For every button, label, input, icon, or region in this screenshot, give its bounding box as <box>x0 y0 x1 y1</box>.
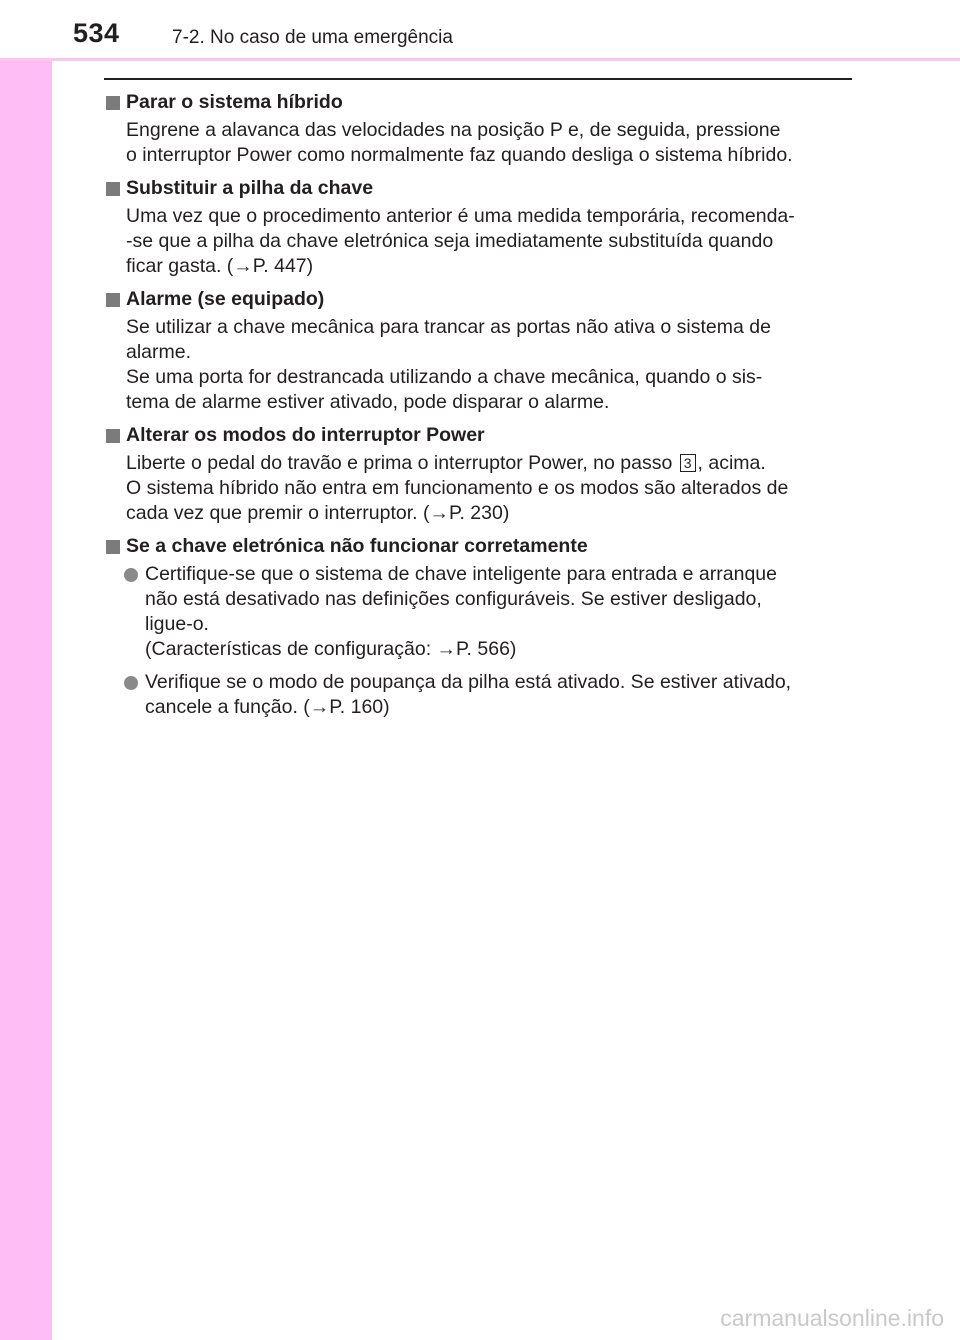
page-reference: cada vez que premir o interruptor. (→P. 230) <box>126 502 510 524</box>
top-rule <box>104 78 852 80</box>
section-body: Uma vez que o procedimento anterior é uma medida temporária, recomenda- -se que a pilha da chave eletrónica seja imediatamente substituída quando ficar gasta. (→P. 447) <box>104 204 852 279</box>
section-body: Liberte o pedal do travão e prima o interruptor Power, no passo 3 , acima. O sistema híbrido não entra em funcionamento e os modos são alterados de cada vez que premir o interruptor. (→P. 230) <box>104 451 852 526</box>
page-reference: cancele a função. (→P. 160) <box>145 696 390 718</box>
round-bullet-icon <box>124 676 138 690</box>
square-bullet-icon <box>106 429 120 443</box>
section-alarm <box>104 287 852 415</box>
side-margin-band <box>0 0 52 1340</box>
section-heading: Substituir a pilha da chave <box>104 176 852 201</box>
section-body: Se utilizar a chave mecânica para trancar as portas não ativa o sistema de alarme. Se uma porta for destrancada utilizando a chave mecânica, quando o sis- tema de alarme estiver ativado, pode disparar o alarme. <box>126 316 771 413</box>
step-number-box: 3 <box>680 454 696 472</box>
section-key-malfunction <box>104 534 852 720</box>
section-heading: Alterar os modos do interruptor Power <box>104 423 852 448</box>
section-title: 7-2. No caso de uma emergência <box>172 27 453 48</box>
section-heading: Parar o sistema híbrido <box>104 90 852 115</box>
list-item: Certifique-se que o sistema de chave inteligente para entrada e arranque não está desativado nas definições configuráveis. Se estiver desligado, ligue-o. (Características de configuração: →P. 566) <box>104 562 852 662</box>
square-bullet-icon <box>106 96 120 110</box>
page-number: 534 <box>73 18 120 48</box>
header-divider <box>0 58 960 61</box>
square-bullet-icon <box>106 540 120 554</box>
round-bullet-icon <box>124 568 138 582</box>
page-content <box>104 90 852 728</box>
square-bullet-icon <box>106 293 120 307</box>
section-power-modes <box>104 423 852 526</box>
section-heading: Se a chave eletrónica não funcionar corretamente <box>104 534 852 559</box>
header-bar <box>0 0 960 60</box>
watermark: carmanualsonline.info <box>720 1305 944 1331</box>
section-replace-battery <box>104 176 852 279</box>
section-body: Engrene a alavanca das velocidades na posição P e, de seguida, pressione o interruptor Power como normalmente faz quando desliga o sistema híbrido. <box>126 119 793 166</box>
section-stop-hybrid <box>104 90 852 168</box>
page-reference: (Características de configuração: →P. 566) <box>145 638 517 660</box>
list-item: Verifique se o modo de poupança da pilha está ativado. Se estiver ativado, cancele a função. (→P. 160) <box>104 670 852 720</box>
section-heading: Alarme (se equipado) <box>104 287 852 312</box>
square-bullet-icon <box>106 182 120 196</box>
page-reference: ficar gasta. (→P. 447) <box>126 255 314 277</box>
